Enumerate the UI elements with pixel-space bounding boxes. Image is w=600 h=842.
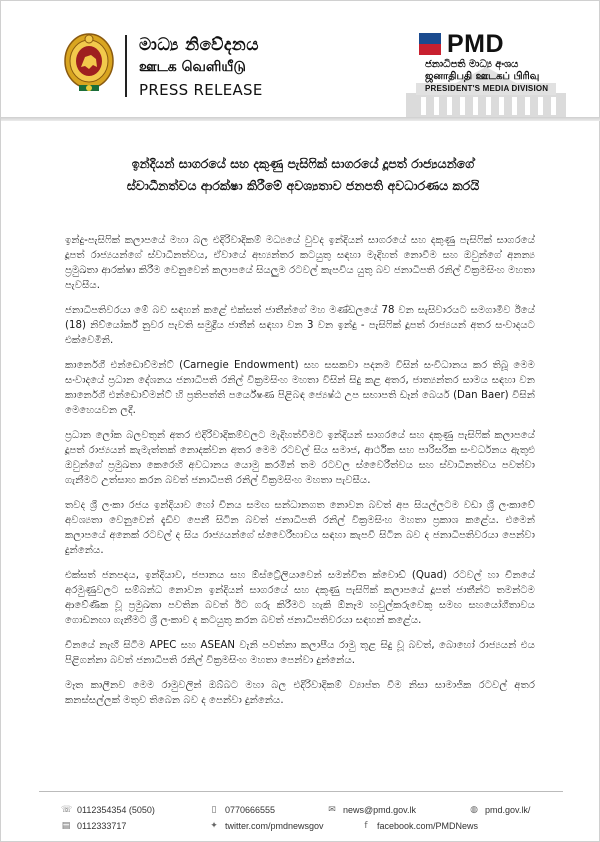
globe-icon: ◍ bbox=[470, 805, 478, 815]
pmd-logo bbox=[419, 31, 539, 57]
paragraph: චීනයේ නැඟී සිටීම APEC සහ ASEAN වැනි පවත්නා කලාපීය රාමු තුළ සිදු වූ බවත්, බොහෝ රාජ්‍යයන් එය පිළිගන්නා බවත් ජනාධිපති රනිල් වික්‍රමසිංහ මහතා පෙන්වා දුන්නේය. bbox=[65, 640, 535, 666]
footer-rule bbox=[39, 791, 563, 792]
phone-icon: ☏ bbox=[61, 805, 73, 815]
headline bbox=[63, 153, 543, 197]
twitter-url[interactable]: twitter.com/pmdnewsgov bbox=[225, 821, 324, 831]
footer-email[interactable] bbox=[327, 805, 416, 815]
letterhead bbox=[1, 1, 600, 119]
pmd-name-sinhala: ජනාධිපති මාධ්‍ය අංශය bbox=[425, 59, 519, 70]
paragraph: කාර්නෙගී එන්ඩොව්මන්ට් (Carnegie Endowment) සහ සසකවා පදනම විසින් සංවිධානය කර තිබූ මෙම සංවාදයේ ප්‍රධාන දේශනය ජනාධිපති රනිල් වික්‍රමසිංහ මහතා විසින් සිදු කළ අතර, ජාත්‍යන්තර සාමය සඳහා වන කාර්නෙගී එන්ඩොව්මන්ට් හි ප්‍රතිපත්ති පර්යේෂණ පිළිබඳ ජ්‍යෙෂ්ඨ උප සභාපති ඩෑන් බෙයර් (Dan Baer) විසින් මෙහෙයවන ලදී. bbox=[65, 360, 535, 416]
title-sinhala: මාධ්‍ය නිවේදනය bbox=[139, 35, 259, 55]
pmd-logo-text: PMD bbox=[447, 29, 505, 58]
website-url[interactable]: pmd.gov.lk/ bbox=[485, 805, 531, 815]
email-address[interactable]: news@pmd.gov.lk bbox=[343, 805, 416, 815]
footer-twitter[interactable] bbox=[209, 821, 324, 831]
pmd-division-name bbox=[425, 59, 565, 95]
paragraph: ජනාධිපතිවරයා මේ බව සඳහන් කළේ එක්සත් ජාතීන්ගේ මහ මණ්ඩලයේ 78 වන සැසිවාරයට සමගාමීව ඊයේ (18) නිව්යෝර්ක් නුවර පැවති සමුද්‍රීය ජාතීන් සඳහා වන 3 වන ඉන්දු - පැසිෆික් දූපත් රාජ්‍යයන් අතර සංවාදයට එක්වෙමිනි. bbox=[65, 305, 535, 346]
mobile-number: 0770666555 bbox=[225, 805, 276, 815]
pmd-name-english: PRESIDENT'S MEDIA DIVISION bbox=[425, 84, 549, 93]
headline-line-2: ස්වාධීනත්වය ආරක්ෂා කිරීමේ අවශ්‍යතාව ජනපති අවධාරණය කරයි bbox=[126, 178, 480, 193]
footer-website[interactable] bbox=[469, 805, 530, 815]
national-emblem-icon bbox=[63, 31, 115, 95]
header-divider bbox=[125, 35, 127, 97]
facebook-url[interactable]: facebook.com/PMDNews bbox=[377, 821, 479, 831]
header-rule bbox=[1, 117, 600, 121]
paragraph: එක්සත් ජනපදය, ඉන්දියාව, ජපානය සහ ඕස්ට්‍රේලියාවෙන් සමන්විත ක්වොඩ් (Quad) රටවල් හා චීනයේ අරමුණුවලට සම්බන්ධ නොවන ඉන්දියන් සාගරයේ සහ දකුණු පැසිෆික් කලාපයේ දූපත් ජාතීන්ට තමන්ටම ආවේණික වූ ප්‍රමුඛතා පවතින බවත් ඊට ගරු කිරීමට හැකි ඕනෑම හවුල්කරුවෙකු සමඟ සහයෝගීතාවය ගොඩනඟා ගැනීමට ශ්‍රී ලංකාව ද කටයුතු කරන බවත් ජනාධිපතිවරයා සඳහන් කළේය. bbox=[65, 570, 535, 626]
title-tamil: ஊடக வெளியீடு bbox=[139, 59, 246, 75]
paragraph: ඉන්දු-පැසිෆික් කලාපයේ මහා බල එදිරිවාදිකම් මධ්‍යයේ වුවද ඉන්දියන් සාගරයේ සහ දකුණු පැසිෆික් සාගරයේ දූපත් රාජ්‍යයන්ගේ ස්වාධීනත්වය, ඒවායේ අභ්‍යන්තර කටයුතු සඳහා මැදිහත් නොවීම සහ ඔවුන්ගේ අනන්‍ය ප්‍රමුඛතා ආරක්ෂා කිරීම වෙනුවෙන් කලාපයේ සියලුම රටවල් කැපවිය යුතු බව ජනාධිපති රනිල් වික්‍රමසිංහ මහතා පැවසීය. bbox=[65, 235, 535, 291]
footer-phone bbox=[61, 805, 155, 815]
footer-facebook[interactable] bbox=[361, 821, 478, 831]
fax-number: 0112333717 bbox=[77, 821, 127, 831]
article-body bbox=[65, 233, 535, 718]
mobile-icon: ▯ bbox=[211, 805, 217, 815]
phone-number: 0112354354 (5050) bbox=[77, 805, 155, 815]
facebook-icon: f bbox=[364, 821, 368, 831]
footer-fax bbox=[61, 821, 126, 831]
fax-icon: ▤ bbox=[61, 821, 71, 831]
title-english: PRESS RELEASE bbox=[139, 81, 263, 99]
paragraph: මෑත කාලීනව මෙම රාමුවලින් ඔබ්බට මහා බල එදිරිවාදිකම් ව්‍යාප්ත වීම නිසා සාමාජික රටවල් අතර කනස්සල්ලක් මතුව තිබෙන බව ද පෙන්වා දුන්නේය. bbox=[65, 680, 535, 706]
paragraph: තවද ශ්‍රී ලංකා රජය ඉන්දියාව හෝ චීනය සමඟ සන්ධානගත නොවන බවත් අප සියල්ලටම වඩා ශ්‍රී ලංකාවේ අවශ්‍යතා වෙනුවෙන් දැඩිව පෙනී සිටින බවත් ජනාධිපති රනිල් වික්‍රමසිංහ මහතා ප්‍රකාශ කළේය. එමෙන් කලාපයේ අනෙක් රටවල් ද සිය රාජ්‍යයන්ගේ ස්වෛරීභාවය සඳහා කැපවී සිටින බව ද ජනාධිපතිවරයා පෙන්වා දුන්නේය. bbox=[65, 500, 535, 556]
headline-line-1: ඉන්දියන් සාගරයේ සහ දකුණු පැසිෆික් සාගරයේ දූපත් රාජ්‍යයන්ගේ bbox=[131, 156, 475, 171]
footer-contacts bbox=[1, 797, 600, 837]
pmd-logo-square-icon bbox=[419, 33, 441, 55]
paragraph: ප්‍රධාන ලෝක බලවතුන් අතර එදිරිවාදිකම්වලට මැදිහත්වීමට ඉන්දියන් සාගරයේ සහ දකුණු පැසිෆික් කලාපයේ දූපත් රාජ්‍යයන් කැමැත්තක් නොදක්වන අතර මෙම රටවල් සිය සමාජ, ආර්ථික සහ පාරිසරික සංවර්ධනය ඇතුළු ඔවුන්ගේ ප්‍රමුඛතා කෙරෙහි අවධානය යොමු කරමින් තම රටවල ස්වෛරීත්වය සහ ස්වාධීනත්වය පවත්වා ගැනීමට උත්සාහ කරන බවත් ජනාධිපති රනිල් වික්‍රමසිංහ මහතා පැවසීය. bbox=[65, 430, 535, 486]
pmd-name-tamil: ஜனாதிபதி ஊடகப் பிரிவு bbox=[425, 71, 540, 82]
press-release-title bbox=[139, 35, 263, 101]
twitter-icon: ✦ bbox=[210, 821, 218, 831]
footer-mobile bbox=[209, 805, 275, 815]
email-icon: ✉ bbox=[328, 805, 336, 815]
